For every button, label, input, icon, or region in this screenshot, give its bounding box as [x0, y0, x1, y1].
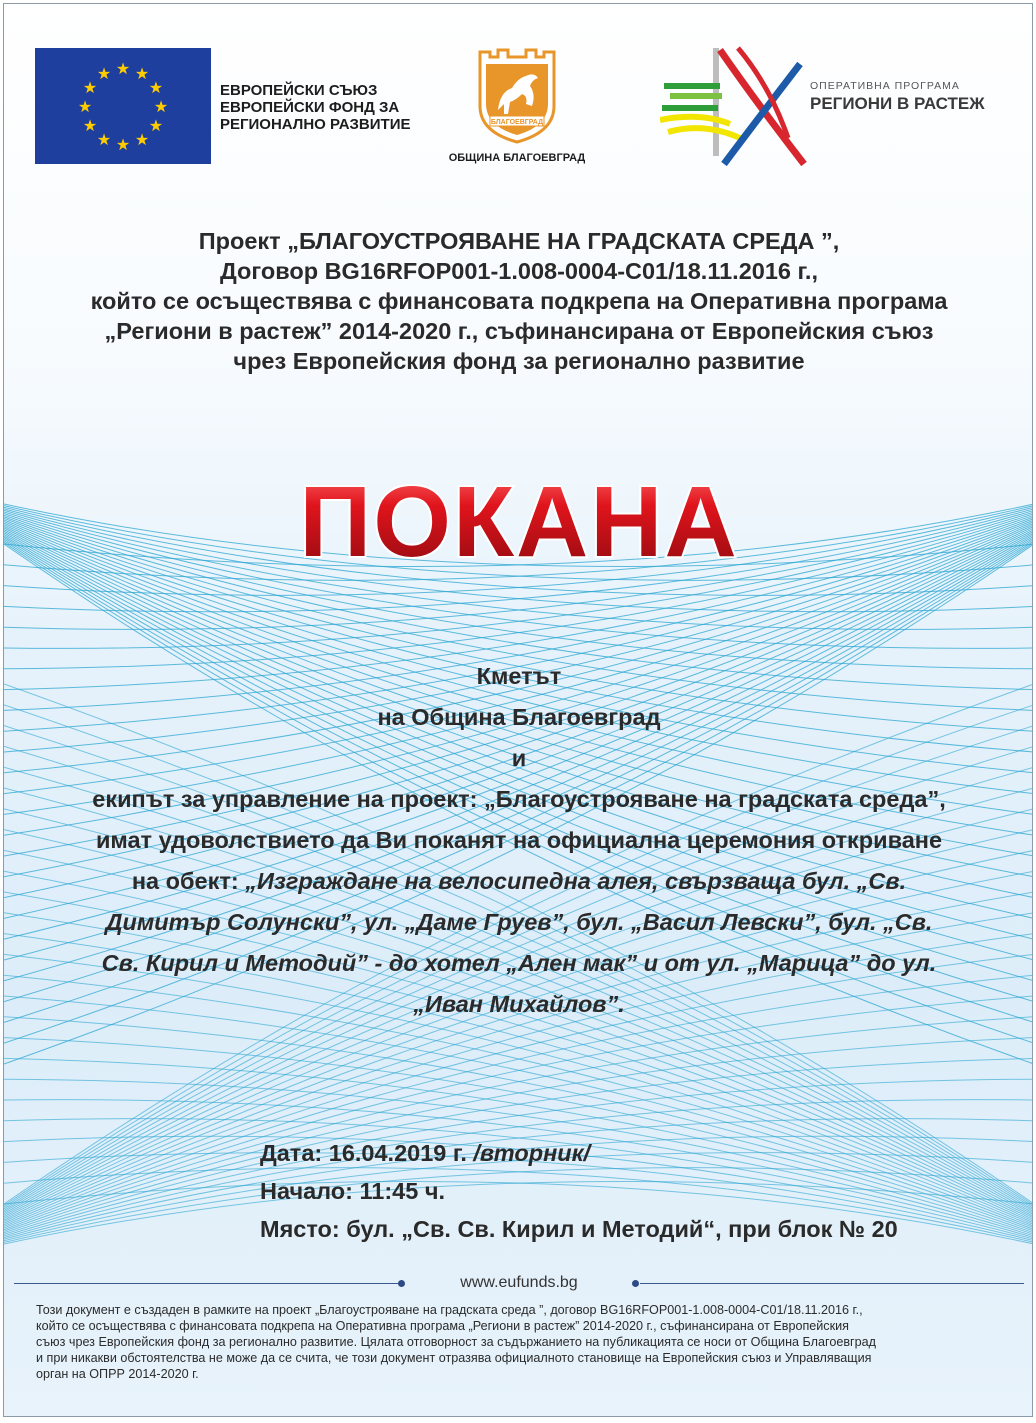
- body-line: и: [511, 745, 527, 771]
- eu-star-icon: ★: [82, 78, 98, 97]
- object-name: „Иван Михайлов”.: [413, 991, 625, 1017]
- event-place: Място: бул. „Св. Св. Кирил и Методий“, при блок № 20: [260, 1216, 898, 1242]
- eu-star-icon: ★: [153, 97, 169, 116]
- object-name: „Изграждане на велосипедна алея, свързваща бул. „Св.: [245, 868, 907, 894]
- eu-stars-icon: [35, 48, 211, 164]
- eu-star-icon: ★: [96, 64, 112, 84]
- eu-text-line: ЕВРОПЕЙСКИ ФОНД ЗА: [220, 99, 400, 116]
- website-link[interactable]: www.eufunds.bg: [460, 1274, 578, 1291]
- regions-in-growth-logo: [660, 46, 810, 166]
- project-line: който се осъществява с финансовата подкрепа на Оперативна програма: [90, 288, 948, 314]
- disclaimer-line: и при никакви обстоятелства не може да се счита, че този документ отразява официалното становище на Европейския съюз и Управляващия: [36, 1351, 872, 1365]
- eu-flag-logo: [35, 48, 211, 164]
- eu-star-icon: ★: [134, 64, 150, 84]
- eu-fund-text: [220, 82, 420, 133]
- disclaimer-text: [36, 1302, 1026, 1382]
- date-value: Дата: 16.04.2019 г.: [260, 1140, 474, 1166]
- invitation-page: [3, 3, 1033, 1417]
- body-line: на Община Благоевград: [377, 704, 661, 730]
- project-line: Проект „БЛАГОУСТРОЯВАНЕ НА ГРАДСКАТА СРЕДА ”,: [198, 228, 840, 254]
- disclaimer-line: орган на ОПРР 2014-2020 г.: [36, 1367, 199, 1381]
- body-line: имат удоволствието да Ви поканят на официална церемония откриване: [95, 827, 943, 853]
- op-programme-name: РЕГИОНИ В РАСТЕЖ: [810, 94, 985, 113]
- eu-star-icon: ★: [115, 59, 131, 78]
- website-row: [4, 1272, 1033, 1296]
- project-description: [4, 226, 1033, 376]
- object-name: Димитър Солунски”, ул. „Даме Груев”, бул. „Васил Левски”, бул. „Св.: [105, 909, 933, 935]
- eu-star-icon: ★: [82, 116, 98, 135]
- eu-star-icon: ★: [148, 78, 164, 97]
- invitation-title: [254, 464, 784, 584]
- divider-dot: [632, 1280, 639, 1287]
- eu-text-line: РЕГИОНАЛНО РАЗВИТИЕ: [220, 116, 411, 133]
- title-text: ПОКАНА: [299, 466, 739, 578]
- op-programme-label: ОПЕРАТИВНА ПРОГРАМА: [810, 80, 960, 92]
- blagoevgrad-crest-logo: [476, 48, 558, 144]
- crest-caption: ОБЩИНА БЛАГОЕВГРАД: [448, 152, 586, 164]
- event-date: [260, 1134, 898, 1172]
- project-line: „Региони в растеж” 2014-2020 г., съфинансирана от Европейския съюз: [104, 318, 934, 344]
- weekday: /вторник/: [473, 1140, 591, 1166]
- event-start-time: Начало: 11:45 ч.: [260, 1178, 446, 1204]
- body-prefix: на обект:: [131, 868, 246, 894]
- eu-star-icon: ★: [77, 97, 93, 116]
- crest-banner-text: БЛАГОЕВГРАД: [490, 119, 544, 126]
- body-line: екипът за управление на проект: „Благоустрояване на градската среда”,: [92, 786, 946, 812]
- project-line: Договор BG16RFOP001-1.008-0004-C01/18.11.2016 г.,: [219, 258, 818, 284]
- body-line: Кметът: [476, 663, 562, 689]
- disclaimer-line: Този документ е създаден в рамките на проект „Благоустрояване на градската среда ”, договор BG16RFOP001-1.008-0004-C01/18.11.2016 г.,: [36, 1303, 863, 1317]
- eu-star-icon: ★: [148, 116, 164, 135]
- invitation-body: [4, 656, 1033, 1025]
- eu-text-line: ЕВРОПЕЙСКИ СЪЮЗ: [220, 82, 378, 99]
- disclaimer-line: съюз чрез Европейския фонд за регионално развитие. Цялата отговорност за съдържанието на публикацията се носи от Община Благоевград: [36, 1335, 876, 1349]
- divider: [640, 1283, 1024, 1284]
- disclaimer-line: който се осъществява с финансовата подкрепа на Оперативна програма „Региони в растеж” 2014-2020 г., съфинансирана от Европейския: [36, 1319, 849, 1333]
- eu-star-icon: ★: [134, 129, 150, 149]
- eu-star-icon: ★: [115, 135, 131, 154]
- event-details: [260, 1134, 898, 1248]
- eu-star-icon: ★: [96, 129, 112, 149]
- object-name: Св. Кирил и Методий” - до хотел „Ален мак” и от ул. „Марица” до ул.: [101, 950, 937, 976]
- body-line: [4, 861, 1033, 902]
- project-line: чрез Европейския фонд за регионално развитие: [233, 348, 805, 374]
